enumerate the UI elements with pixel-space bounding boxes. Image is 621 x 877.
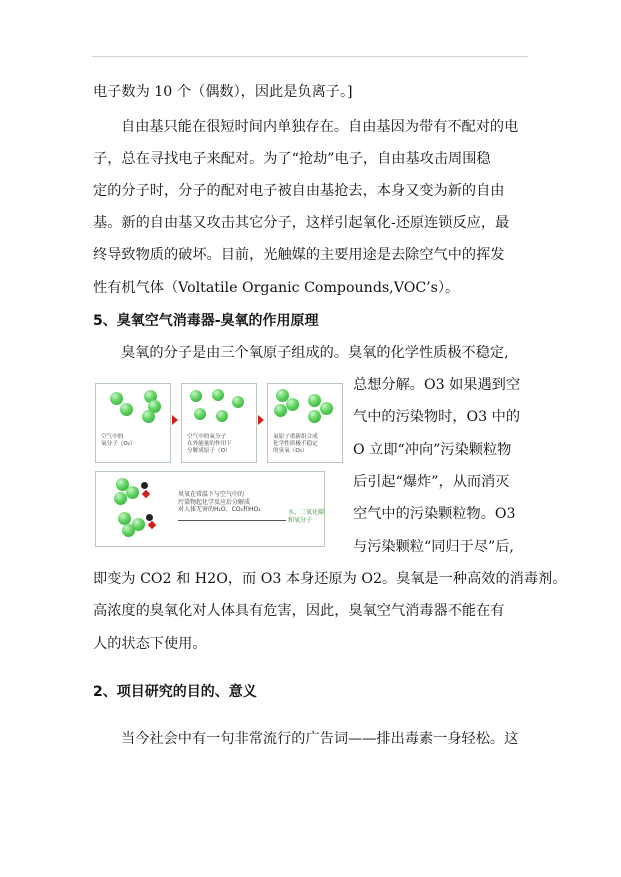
caption: 水、二氧化碳 xyxy=(288,509,325,516)
section-heading: 5、臭氧空气消毒器-臭氧的作用原理 xyxy=(93,313,319,329)
caption: 氧分子（O₂） xyxy=(101,441,136,447)
paragraph-line: 电子数为 10 个（偶数），因此是负离子。] xyxy=(93,84,353,100)
paragraph-line: 基。新的自由基又攻击其它分子，这样引起氧化-还原连锁反应，最 xyxy=(93,215,510,231)
divider xyxy=(178,520,286,521)
reaction-panel xyxy=(95,471,325,547)
caption: 臭氧在常温下与空气中的 xyxy=(178,491,245,498)
paragraph-line: 自由基只能在很短时间内单独存在。自由基因为带有不配对的电 xyxy=(121,119,519,135)
wrap-line: 总想分解。O3 如果遇到空 xyxy=(353,377,521,393)
paragraph-line: 当今社会中有一句非常流行的广告词——排出毒素一身轻松。这 xyxy=(121,731,519,747)
header-rule xyxy=(92,56,528,57)
paragraph-line: 人的状态下使用。 xyxy=(93,636,207,652)
paragraph-line: 性有机气体（Voltatile Organic Compounds,VOC’s）。 xyxy=(93,280,460,296)
section-heading: 2、项目研究的目的、意义 xyxy=(93,684,257,700)
caption: 空气中的氧分子 xyxy=(187,434,227,440)
caption: 空气中的 xyxy=(101,434,124,440)
paragraph-line: 子，总在寻找电子来配对。为了“抢劫”电子，自由基攻击周围稳 xyxy=(93,151,491,167)
caption: 氧原子重新组合成 xyxy=(273,434,318,440)
caption: 化学性质极不稳定 xyxy=(273,441,318,447)
caption: 对人体无害的H₂O、CO₂和HO₂ xyxy=(178,506,261,513)
wrap-line: 气中的污染物时，O3 中的 xyxy=(353,409,521,425)
paragraph-line: 高浓度的臭氧化对人体具有危害，因此，臭氧空气消毒器不能在有 xyxy=(93,603,505,619)
wrap-line: O 立即“冲向”污染颗粒物 xyxy=(353,442,512,458)
arrow-right-icon xyxy=(258,415,264,425)
caption: 在外能量的作用下 xyxy=(187,441,232,447)
caption: 的臭氧（O₃） xyxy=(273,448,308,454)
paragraph-line: 终导致物质的破坏。目前，光触媒的主要用途是去除空气中的挥发 xyxy=(93,247,505,263)
paragraph-line: 臭氧的分子是由三个氧原子组成的。臭氧的化学性质极不稳定, xyxy=(121,345,509,361)
caption: 分解成原子（O） xyxy=(187,448,231,454)
wrap-line: 与污染颗粒“同归于尽”后, xyxy=(353,539,514,555)
paragraph-line: 定的分子时，分子的配对电子被自由基抢去，本身又变为新的自由 xyxy=(93,183,505,199)
ozone-diagram xyxy=(93,377,348,549)
oxygen-molecule-panel xyxy=(95,383,171,463)
caption: 污染物起化学反应后分解成 xyxy=(178,498,251,506)
caption: 和氧分子 xyxy=(288,516,313,524)
ozone-molecule-panel xyxy=(267,383,343,463)
paragraph-line: 即变为 CO2 和 H2O，而 O3 本身还原为 O2。臭氧是一种高效的消毒剂。 xyxy=(93,571,567,587)
wrap-line: 后引起“爆炸”，从而消灭 xyxy=(353,474,510,490)
oxygen-atom-panel xyxy=(181,383,257,463)
wrap-line: 空气中的污染颗粒物。O3 xyxy=(353,506,516,522)
arrow-right-icon xyxy=(172,415,178,425)
